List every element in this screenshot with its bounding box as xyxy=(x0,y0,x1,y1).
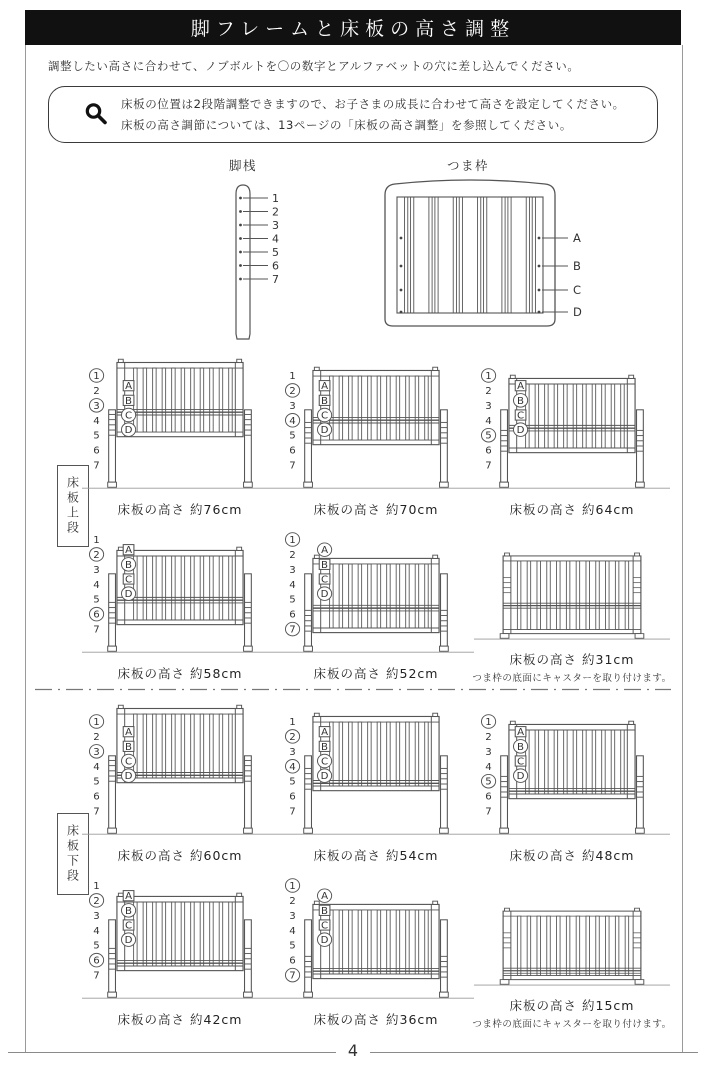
svg-text:6: 6 xyxy=(485,791,492,803)
crib-drawing xyxy=(474,520,670,647)
svg-text:C: C xyxy=(321,410,329,422)
svg-text:5: 5 xyxy=(93,940,100,952)
svg-text:5: 5 xyxy=(289,776,296,788)
svg-text:D: D xyxy=(320,771,329,783)
svg-text:B: B xyxy=(125,396,133,407)
svg-text:7: 7 xyxy=(485,806,492,818)
svg-text:6: 6 xyxy=(289,955,296,967)
svg-text:4: 4 xyxy=(93,579,100,591)
height-label: 床板の高さ 約48cm xyxy=(509,848,635,863)
svg-text:1: 1 xyxy=(93,371,100,382)
svg-text:7: 7 xyxy=(289,970,296,982)
svg-text:7: 7 xyxy=(93,624,100,636)
svg-text:3: 3 xyxy=(93,911,100,922)
end-frame-drawing xyxy=(381,173,596,328)
crib-drawing xyxy=(82,356,278,497)
crib-drawing xyxy=(278,356,474,497)
leg-legend-label: 脚桟 xyxy=(228,158,257,173)
diagram-cell xyxy=(474,356,670,520)
svg-text:C: C xyxy=(125,410,133,422)
svg-text:A: A xyxy=(321,727,329,739)
svg-text:1: 1 xyxy=(289,535,296,546)
svg-text:4: 4 xyxy=(93,415,100,427)
svg-text:3: 3 xyxy=(93,565,100,576)
note-text xyxy=(121,94,625,136)
svg-text:6: 6 xyxy=(289,791,296,803)
svg-text:B: B xyxy=(321,396,329,407)
diagram-cell xyxy=(82,520,278,684)
diagram-cell xyxy=(278,520,474,684)
svg-text:5: 5 xyxy=(93,776,100,788)
svg-text:A: A xyxy=(517,727,525,739)
svg-text:B: B xyxy=(517,742,525,753)
svg-text:2: 2 xyxy=(93,732,100,743)
svg-text:D: D xyxy=(573,305,582,319)
svg-text:4: 4 xyxy=(272,232,279,246)
section-label-upper: 床板上段 xyxy=(57,465,89,547)
svg-text:2: 2 xyxy=(93,896,100,907)
svg-text:3: 3 xyxy=(289,747,296,758)
svg-text:3: 3 xyxy=(272,219,279,232)
svg-text:2: 2 xyxy=(289,550,296,561)
note-line-2: 床板の高さ調節については、13ページの「床板の高さ調整」を参照してください。 xyxy=(121,118,572,132)
svg-text:1: 1 xyxy=(485,371,492,382)
svg-text:5: 5 xyxy=(485,430,492,442)
diagram-grid-upper xyxy=(82,356,674,684)
svg-text:5: 5 xyxy=(289,594,296,606)
svg-text:1: 1 xyxy=(289,717,296,728)
svg-text:2: 2 xyxy=(289,732,296,743)
svg-text:B: B xyxy=(125,742,133,753)
svg-text:3: 3 xyxy=(289,401,296,412)
svg-text:2: 2 xyxy=(272,205,279,219)
diagram-cell xyxy=(82,356,278,520)
svg-text:2: 2 xyxy=(93,550,100,561)
height-label: 床板の高さ 約42cm xyxy=(117,1012,243,1027)
svg-text:B: B xyxy=(125,560,133,571)
svg-text:4: 4 xyxy=(289,579,296,591)
svg-text:3: 3 xyxy=(485,401,492,412)
svg-text:B: B xyxy=(573,259,581,273)
svg-text:2: 2 xyxy=(289,386,296,397)
svg-text:A: A xyxy=(573,231,581,245)
section-lower xyxy=(82,702,674,1030)
svg-text:1: 1 xyxy=(93,881,100,892)
svg-text:D: D xyxy=(320,589,329,601)
page-number: 4 xyxy=(336,1041,370,1060)
svg-text:2: 2 xyxy=(289,896,296,907)
section-divider xyxy=(35,688,671,691)
height-label: 床板の高さ 約15cm xyxy=(509,998,635,1013)
svg-text:7: 7 xyxy=(485,460,492,472)
svg-text:7: 7 xyxy=(93,970,100,982)
svg-text:5: 5 xyxy=(93,430,100,442)
svg-text:3: 3 xyxy=(289,911,296,922)
svg-text:1: 1 xyxy=(93,535,100,546)
crib-drawing xyxy=(474,702,670,843)
svg-text:2: 2 xyxy=(485,732,492,743)
crib-drawing xyxy=(278,520,474,661)
svg-text:6: 6 xyxy=(272,259,279,273)
svg-text:6: 6 xyxy=(485,445,492,457)
crib-drawing xyxy=(82,866,278,1007)
crib-drawing xyxy=(278,866,474,1007)
diagram-cell xyxy=(278,356,474,520)
svg-text:C: C xyxy=(321,756,329,768)
svg-text:4: 4 xyxy=(289,761,296,773)
frame-legend-label: つま枠 xyxy=(446,158,489,173)
height-label: 床板の高さ 約64cm xyxy=(509,502,635,517)
title-bar xyxy=(25,10,681,45)
svg-text:C: C xyxy=(321,920,329,932)
height-label: 床板の高さ 約36cm xyxy=(313,1012,439,1027)
svg-text:7: 7 xyxy=(289,624,296,636)
svg-text:A: A xyxy=(321,381,329,393)
svg-text:D: D xyxy=(516,425,525,437)
svg-text:5: 5 xyxy=(289,940,296,952)
svg-text:5: 5 xyxy=(272,246,279,259)
svg-text:1: 1 xyxy=(93,717,100,728)
svg-text:1: 1 xyxy=(289,371,296,382)
intro-text: 調整したい高さに合わせて、ノブボルトを〇の数字とアルファベットの穴に差し込んでください。 xyxy=(48,59,580,73)
svg-text:6: 6 xyxy=(289,445,296,457)
leg-rail-drawing xyxy=(222,176,332,344)
svg-text:A: A xyxy=(125,381,133,393)
svg-text:D: D xyxy=(124,589,133,601)
svg-text:2: 2 xyxy=(93,386,100,397)
svg-text:C: C xyxy=(517,410,525,422)
crib-drawing xyxy=(278,702,474,843)
svg-text:A: A xyxy=(125,545,133,557)
svg-text:6: 6 xyxy=(93,609,100,621)
diagram-cell xyxy=(474,702,670,866)
svg-text:A: A xyxy=(321,545,329,557)
svg-text:C: C xyxy=(573,283,582,297)
height-label: 床板の高さ 約76cm xyxy=(117,502,243,517)
svg-text:A: A xyxy=(125,727,133,739)
svg-text:3: 3 xyxy=(485,747,492,758)
svg-text:B: B xyxy=(321,742,329,753)
svg-text:D: D xyxy=(124,425,133,437)
svg-text:4: 4 xyxy=(485,761,492,773)
section-upper xyxy=(82,356,674,684)
svg-text:4: 4 xyxy=(289,925,296,937)
svg-text:7: 7 xyxy=(272,273,279,286)
svg-text:3: 3 xyxy=(93,747,100,758)
svg-text:A: A xyxy=(517,381,525,393)
height-label: 床板の高さ 約60cm xyxy=(117,848,243,863)
diagram-cell xyxy=(82,866,278,1030)
svg-text:C: C xyxy=(517,756,525,768)
diagram-cell xyxy=(474,520,670,684)
svg-text:B: B xyxy=(321,560,329,571)
svg-text:A: A xyxy=(321,891,329,903)
svg-text:6: 6 xyxy=(93,955,100,967)
svg-text:5: 5 xyxy=(289,430,296,442)
diagram-cell xyxy=(474,866,670,1030)
diagram-cell xyxy=(278,866,474,1030)
svg-text:B: B xyxy=(517,396,525,407)
crib-drawing xyxy=(474,866,670,993)
section-label-lower: 床板下段 xyxy=(57,813,89,895)
diagram-grid-lower xyxy=(82,702,674,1030)
svg-text:C: C xyxy=(125,574,133,586)
svg-text:5: 5 xyxy=(485,776,492,788)
height-label: 床板の高さ 約52cm xyxy=(313,666,439,681)
svg-text:A: A xyxy=(125,891,133,903)
svg-text:1: 1 xyxy=(485,717,492,728)
crib-drawing xyxy=(82,520,278,661)
svg-text:D: D xyxy=(516,771,525,783)
height-label: 床板の高さ 約70cm xyxy=(313,502,439,517)
height-label: 床板の高さ 約58cm xyxy=(117,666,243,681)
caster-note: つま枠の底面にキャスターを取り付けます。 xyxy=(472,673,672,684)
svg-text:D: D xyxy=(124,771,133,783)
svg-text:2: 2 xyxy=(485,386,492,397)
svg-text:7: 7 xyxy=(93,460,100,472)
svg-text:6: 6 xyxy=(289,609,296,621)
svg-text:C: C xyxy=(125,920,133,932)
diagram-cell xyxy=(82,702,278,866)
height-label: 床板の高さ 約31cm xyxy=(509,652,635,667)
svg-text:1: 1 xyxy=(272,192,279,205)
page-title: 脚フレームと床板の高さ調整 xyxy=(190,18,516,40)
svg-text:7: 7 xyxy=(289,806,296,818)
svg-text:5: 5 xyxy=(93,594,100,606)
svg-text:C: C xyxy=(321,574,329,586)
crib-drawing xyxy=(474,356,670,497)
caster-note: つま枠の底面にキャスターを取り付けます。 xyxy=(472,1019,672,1030)
svg-text:C: C xyxy=(125,756,133,768)
svg-text:6: 6 xyxy=(93,445,100,457)
svg-text:D: D xyxy=(320,935,329,947)
svg-text:4: 4 xyxy=(93,761,100,773)
svg-text:7: 7 xyxy=(289,460,296,472)
svg-text:B: B xyxy=(321,906,329,917)
svg-text:D: D xyxy=(124,935,133,947)
height-label: 床板の高さ 約54cm xyxy=(313,848,439,863)
svg-text:4: 4 xyxy=(93,925,100,937)
svg-text:7: 7 xyxy=(93,806,100,818)
diagram-cell xyxy=(278,702,474,866)
note-line-1: 床板の位置は2段階調整できますので、お子さまの成長に合わせて高さを設定してください。 xyxy=(121,97,625,111)
svg-text:D: D xyxy=(320,425,329,437)
magnifier-icon xyxy=(83,101,109,127)
note-box xyxy=(48,86,658,143)
svg-text:4: 4 xyxy=(485,415,492,427)
svg-text:6: 6 xyxy=(93,791,100,803)
crib-drawing xyxy=(82,702,278,843)
svg-text:B: B xyxy=(125,906,133,917)
svg-text:4: 4 xyxy=(289,415,296,427)
svg-text:3: 3 xyxy=(93,401,100,412)
svg-text:1: 1 xyxy=(289,881,296,892)
svg-text:3: 3 xyxy=(289,565,296,576)
